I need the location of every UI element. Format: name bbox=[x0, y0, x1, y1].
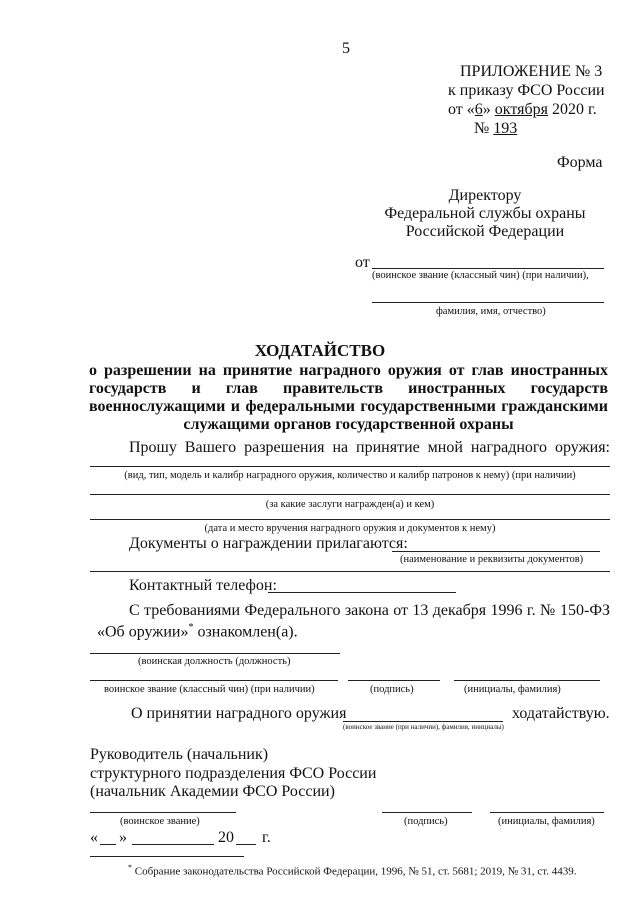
head-date-year-line[interactable] bbox=[236, 844, 256, 845]
document-title: ХОДАТАЙСТВО bbox=[254, 341, 386, 360]
position-line[interactable] bbox=[90, 653, 340, 654]
footnote-text: Собрание законодательства Российской Федерации, 1996, № 51, ст. 5681; 2019, № 31, ст. 4439. bbox=[134, 865, 577, 878]
law-line2 bbox=[97, 622, 298, 641]
head-date-open: « bbox=[90, 829, 98, 846]
head-initials-line[interactable] bbox=[490, 812, 604, 813]
head-date-close: » bbox=[119, 829, 127, 846]
subtitle-line3: военнослужащими и федеральными государственными гражданскими bbox=[89, 398, 608, 415]
documents-hint: (наименование и реквизиты документов) bbox=[400, 554, 584, 565]
page-number: 5 bbox=[342, 40, 350, 57]
signature-line[interactable] bbox=[348, 680, 440, 681]
addressee-line2: Федеральной службы охраны bbox=[384, 205, 586, 222]
subtitle-line2: государств и глав правительств иностранных государств bbox=[89, 380, 608, 397]
date-month: октября bbox=[494, 101, 548, 118]
head-rank-line[interactable] bbox=[90, 812, 236, 813]
phone-line[interactable] bbox=[268, 592, 456, 593]
subtitle-line4: служащими органов государственной охраны bbox=[183, 416, 514, 433]
from-rank-hint: (воинское звание (классный чин) (при наличии), bbox=[372, 270, 589, 281]
rank-line[interactable] bbox=[90, 680, 338, 681]
head-rank-hint: (воинское звание) bbox=[120, 816, 200, 827]
form-label: Форма bbox=[557, 154, 603, 171]
law-name: «Об оружии» bbox=[97, 623, 189, 641]
from-rank-line[interactable] bbox=[372, 268, 604, 269]
weapon-hint: (вид, тип, модель и калибр наградного оружия, количество и калибр патронов к нему) (при наличии) bbox=[124, 470, 576, 481]
head-line2: структурного подразделения ФСО России bbox=[90, 765, 377, 782]
appendix-order: к приказу ФСО России bbox=[448, 82, 605, 99]
petition-end: ходатайствую. bbox=[512, 705, 610, 722]
request-text: Прошу Вашего разрешения на принятие мной наградного оружия: bbox=[129, 439, 610, 456]
petition-text: О принятии наградного оружия bbox=[131, 705, 347, 722]
date-day: 6 bbox=[474, 101, 483, 118]
date-place-hint: (дата и место вручения наградного оружия и документов к нему) bbox=[204, 523, 496, 534]
date-year: 2020 г. bbox=[551, 101, 597, 118]
footnote-separator bbox=[90, 856, 244, 857]
head-signature-hint: (подпись) bbox=[404, 816, 448, 827]
merit-line[interactable] bbox=[90, 494, 610, 495]
footnote bbox=[128, 863, 577, 878]
head-date-day-line[interactable] bbox=[100, 844, 116, 845]
petition-hint: (воинское звание (при наличии), фамилия, инициалы) bbox=[343, 723, 504, 731]
footnote-star: * bbox=[128, 863, 132, 872]
weapon-line[interactable] bbox=[90, 466, 610, 467]
position-hint: (воинская должность (должность) bbox=[138, 656, 291, 667]
head-initials-hint: (инициалы, фамилия) bbox=[498, 816, 595, 827]
addressee-line1: Директору bbox=[448, 187, 522, 204]
signature-hint: (подпись) bbox=[370, 684, 414, 695]
initials-line[interactable] bbox=[454, 680, 600, 681]
petition-line[interactable] bbox=[343, 721, 503, 722]
appendix-number bbox=[474, 120, 517, 138]
subtitle-line1: о разрешении на принятие наградного оружия от глав иностранных bbox=[89, 362, 608, 379]
date-place-line[interactable] bbox=[90, 519, 610, 520]
merit-hint: (за какие заслуги награжден(а) и кем) bbox=[265, 499, 435, 510]
head-signature-line[interactable] bbox=[382, 812, 472, 813]
appendix-title: ПРИЛОЖЕНИЕ № 3 bbox=[460, 63, 603, 80]
from-name-hint: фамилия, имя, отчество) bbox=[436, 306, 546, 317]
documents-line[interactable] bbox=[392, 551, 600, 552]
initials-hint: (инициалы, фамилия) bbox=[464, 684, 561, 695]
rank-hint: воинское звание (классный чин) (при наличии) bbox=[104, 684, 315, 695]
law-footnote-mark: * bbox=[188, 622, 194, 633]
number-prefix: № bbox=[474, 120, 490, 137]
law-acquainted: ознакомлен(а). bbox=[193, 623, 298, 641]
head-date-month-line[interactable] bbox=[132, 844, 214, 845]
head-line3: (начальник Академии ФСО России) bbox=[90, 783, 335, 800]
appendix-date bbox=[448, 101, 597, 119]
from-name-line[interactable] bbox=[372, 302, 604, 303]
addressee-line3: Российской Федерации bbox=[405, 223, 565, 240]
number-value: 193 bbox=[493, 120, 518, 137]
phone-label: Контактный телефон: bbox=[129, 577, 277, 594]
head-date-year-suffix: г. bbox=[262, 829, 271, 846]
from-label: от bbox=[355, 254, 370, 271]
date-prefix: от « bbox=[448, 101, 475, 118]
law-line1: С требованиями Федерального закона от 13 декабря 1996 г. № 150-ФЗ bbox=[129, 602, 610, 619]
documents-line-2[interactable] bbox=[90, 571, 610, 572]
documents-label: Документы о награждении прилагаются: bbox=[129, 535, 408, 552]
head-line1: Руководитель (начальник) bbox=[90, 746, 269, 763]
date-mid: » bbox=[482, 101, 491, 118]
head-date-year-prefix: 20 bbox=[218, 829, 234, 846]
